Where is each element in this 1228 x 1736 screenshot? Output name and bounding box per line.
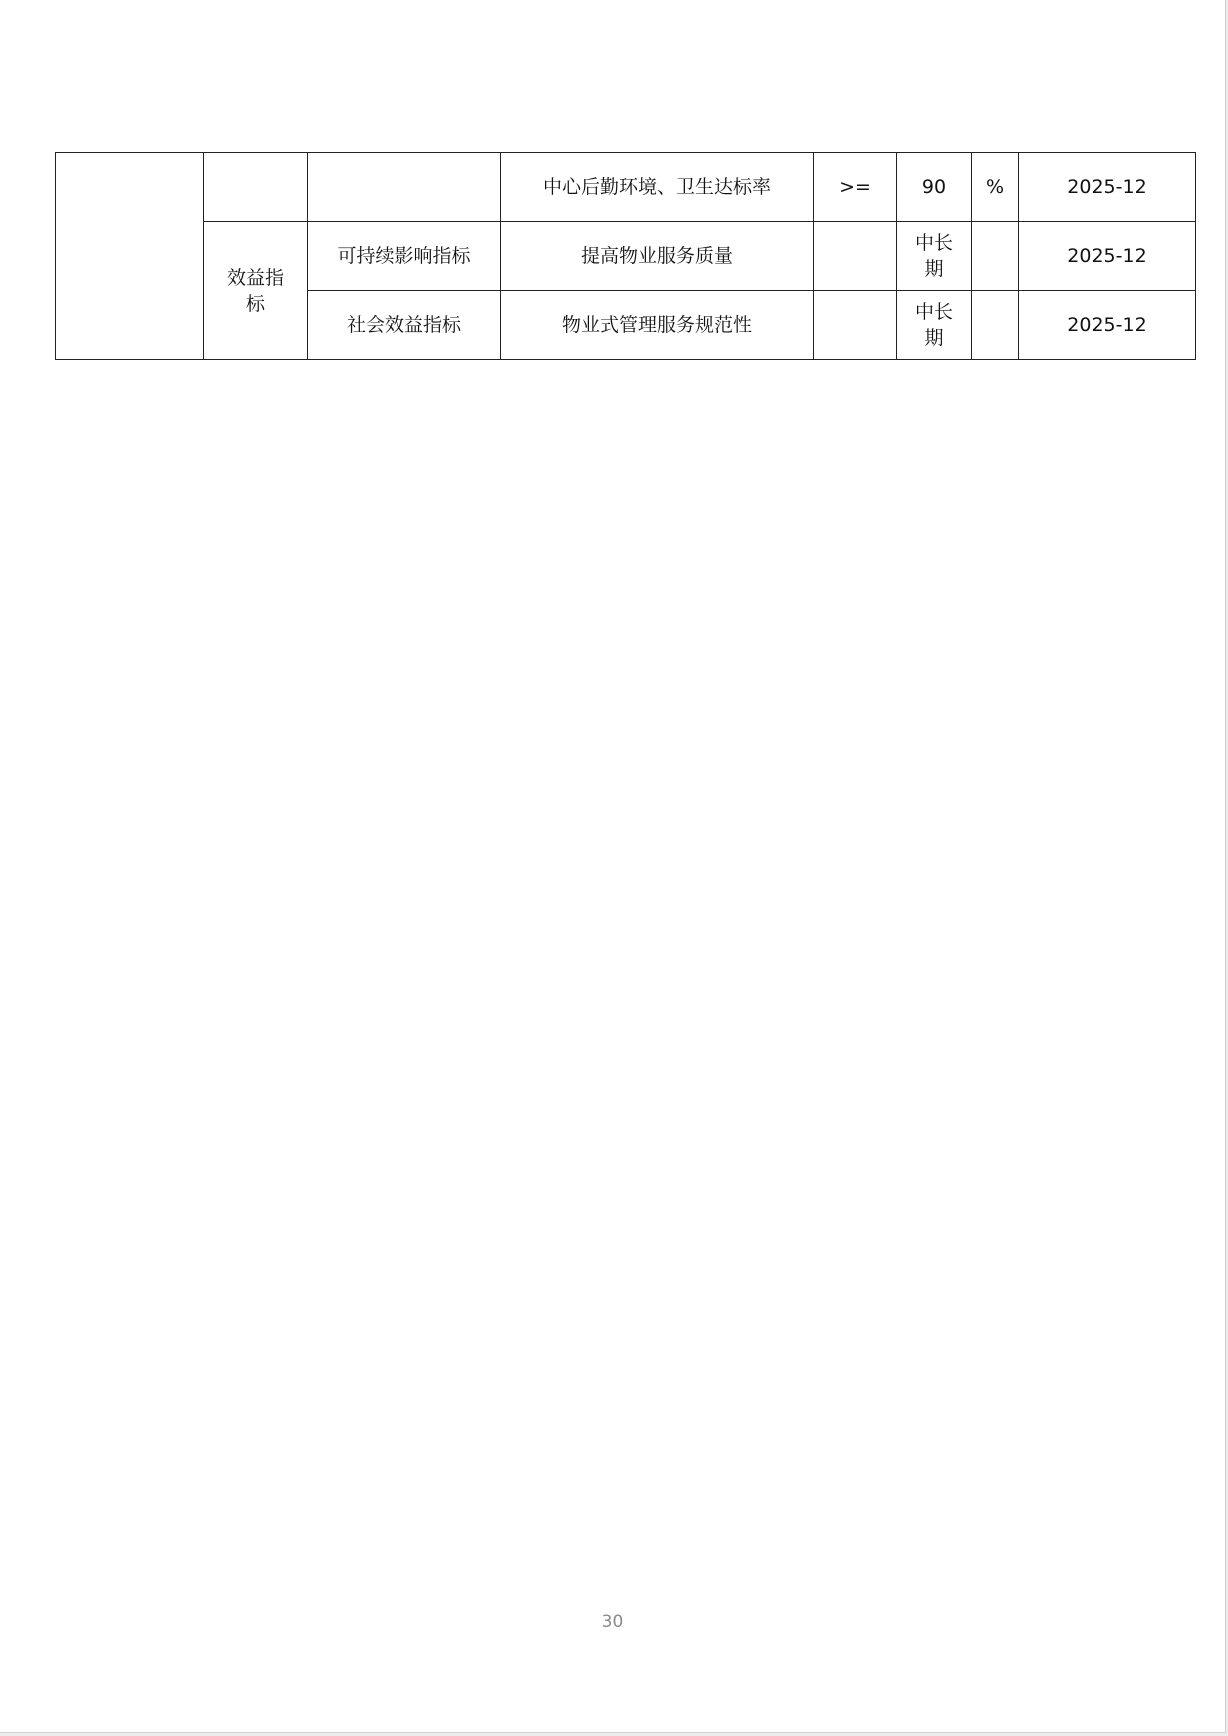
table-row [56,153,1196,222]
table-row [56,222,1196,291]
level1-indicator-cell [56,153,204,360]
deadline-cell: 2025-12 [1019,291,1196,360]
page-number: 30 [601,1612,624,1632]
deadline-cell: 2025-12 [1019,153,1196,222]
indicator-name-cell: 中心后勤环境、卫生达标率 [501,153,814,222]
level2-indicator-cell [204,153,308,222]
target-value-cell: 中长期 [897,291,972,360]
indicator-name-cell: 物业式管理服务规范性 [501,291,814,360]
unit-cell: % [972,153,1019,222]
level2-indicator-cell: 效益指标 [204,222,308,360]
level3-indicator-cell: 社会效益指标 [308,291,501,360]
operator-cell [814,222,897,291]
performance-indicator-table [55,152,1196,360]
level3-indicator-cell [308,153,501,222]
level3-indicator-cell: 可持续影响指标 [308,222,501,291]
deadline-cell: 2025-12 [1019,222,1196,291]
unit-cell [972,222,1019,291]
indicator-name-cell: 提高物业服务质量 [501,222,814,291]
operator-cell: >= [814,153,897,222]
operator-cell [814,291,897,360]
target-value-cell: 中长期 [897,222,972,291]
unit-cell [972,291,1019,360]
target-value-cell: 90 [897,153,972,222]
